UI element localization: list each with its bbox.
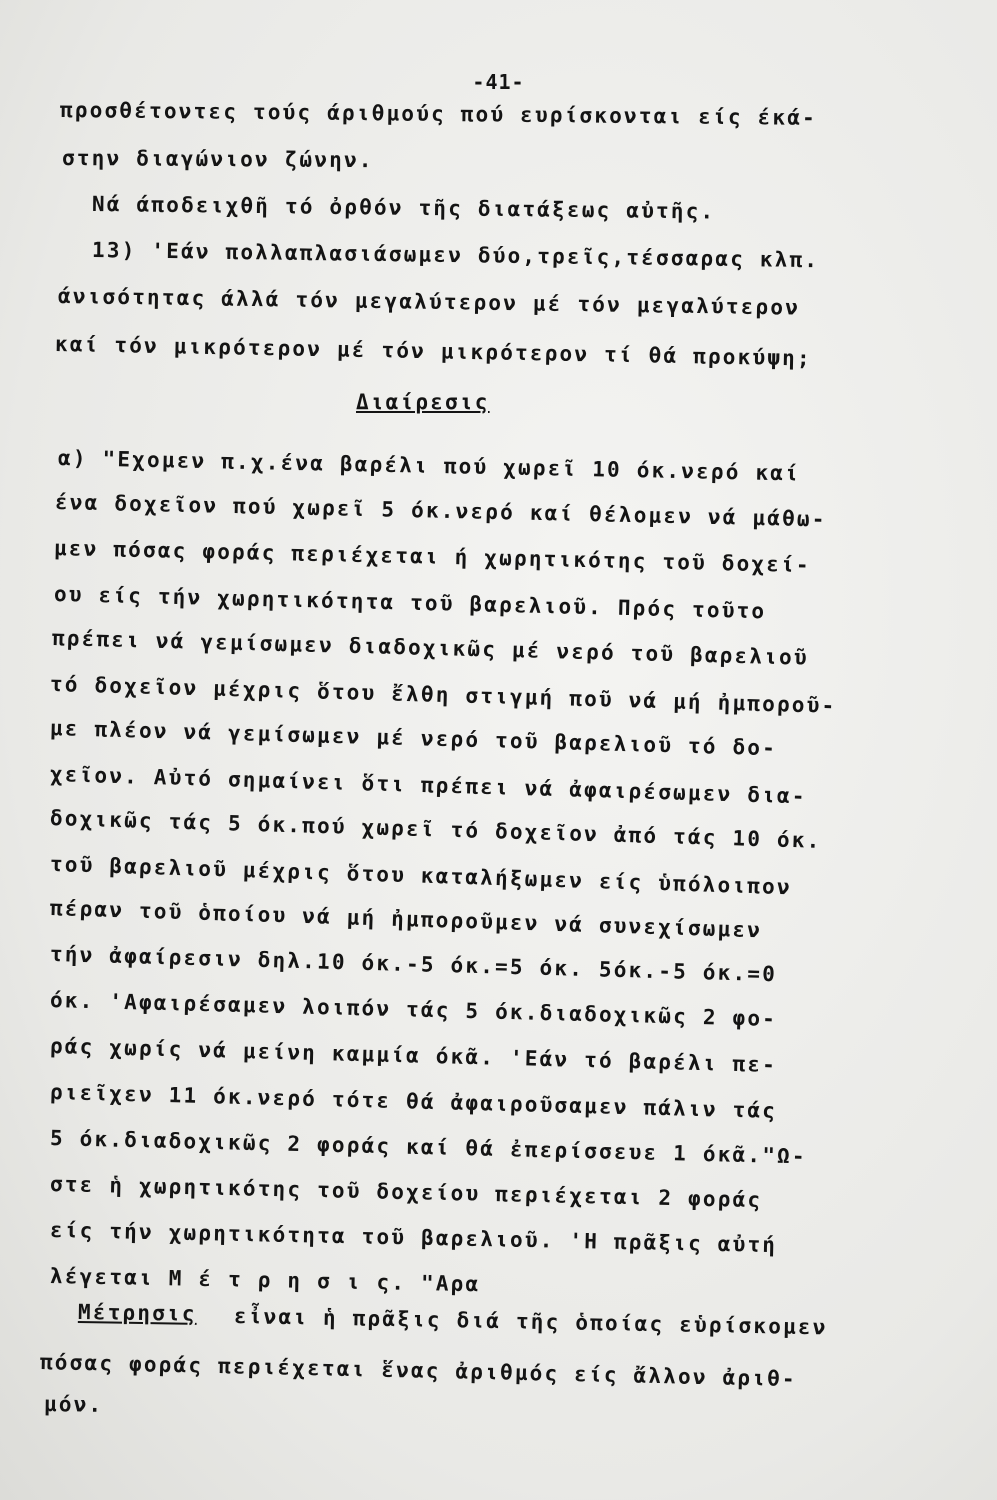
text-line: μόν. [43,1392,104,1417]
text-line: είς τήν χωρητικότητα τοῦ βαρελιοῦ. 'Η πρᾶξις αὐτή [49,1218,778,1258]
text-line: τοῦ βαρελιοῦ μέχρις ὅτου καταλήξωμεν είς ὑπόλοιπον [49,852,793,900]
text-line: τό δοχεῖον μέχρις ὅτου ἔλθη στιγμή ποῦ νά μή ἠμποροῦ- [49,672,837,718]
page-number: -41- [472,70,525,94]
text-line: πόσας φοράς περιέχεται ἕνας ἀριθμός είς ἄλλον ἀριθ- [39,1350,798,1392]
text-line: στε ἡ χωρητικότης τοῦ δοχείου περιέχεται 2 φοράς [49,1172,763,1213]
section-heading: Διαίρεσις [356,390,490,414]
text-line: Νά άποδειχθῆ τό ὀρθόν τῆς διατάξεως αὐτῆς. [91,192,716,224]
text-line: άνισότητας άλλά τόν μεγαλύτερον μέ τόν μεγαλύτερον [57,284,801,320]
text-line: λέγεται Μ έ τ ρ η σ ι ς. "Αρα [49,1264,481,1297]
text-line: δοχικῶς τάς 5 όκ.πού χωρεῖ τό δοχεῖον ἀπό τάς 10 όκ. [49,806,822,853]
text-line: 13) 'Εάν πολλαπλασιάσωμεν δύο,τρεῖς,τέσσαρας κλπ. [91,238,820,273]
text-line: με πλέον νά γεμίσωμεν μέ νερό τοῦ βαρελιοῦ τό δο- [49,716,778,761]
text-line: ράς χωρίς νά μείνη καμμία όκᾶ. 'Εάν τό βαρέλι πε- [49,1034,778,1078]
text-line: πρέπει νά γεμίσωμεν διαδοχικῶς μέ νερό τοῦ βαρελιοῦ [51,626,810,670]
text-line: μεν πόσας φοράς περιέχεται ή χωρητικότης τοῦ δοχεί- [53,536,812,578]
text-line: προσθέτοντες τούς άριθμούς πού ευρίσκονται είς έκά- [59,98,818,130]
text-line: ριεῖχεν 11 όκ.νερό τότε θά ἀφαιροῦσαμεν πάλιν τάς [49,1080,778,1124]
text-line: ου είς τήν χωρητικότητα τοῦ βαρελιοῦ. Πρός τοῦτο [53,582,767,624]
text-line: όκ. 'Αφαιρέσαμεν λοιπόν τάς 5 όκ.διαδοχικῶς 2 φο- [49,988,778,1032]
text-line: χεῖον. Αὐτό σημαίνει ὅτι πρέπει νά ἀφαιρέσωμεν δια- [49,762,808,809]
defined-term: Μέτρησις [77,1300,197,1326]
text-line: α) "Εχομεν π.χ.ένα βαρέλι πού χωρεῖ 10 όκ.νερό καί [57,446,801,486]
text-line: εἶναι ἡ πρᾶξις διά τῆς ὁποίας εὑρίσκομεν [233,1304,828,1340]
text-line: πέραν τοῦ ὁποίου νά μή ἠμποροῦμεν νά συνεχίσωμεν [49,896,763,943]
text-line: τήν ἀφαίρεσιν δηλ.10 όκ.-5 όκ.=5 όκ. 5όκ.-5 όκ.=0 [49,942,778,987]
text-line: στην διαγώνιον ζώνην. [61,146,374,173]
text-line: 5 όκ.διαδοχικῶς 2 φοράς καί θά ἐπερίσσευε 1 όκᾶ."Ω- [49,1126,808,1169]
text-line: καί τόν μικρότερον μέ τόν μικρότερον τί θά προκύψη; [54,332,813,371]
text-line: ένα δοχεῖον πού χωρεῖ 5 όκ.νερό καί θέλομεν νά μάθω- [54,490,827,532]
